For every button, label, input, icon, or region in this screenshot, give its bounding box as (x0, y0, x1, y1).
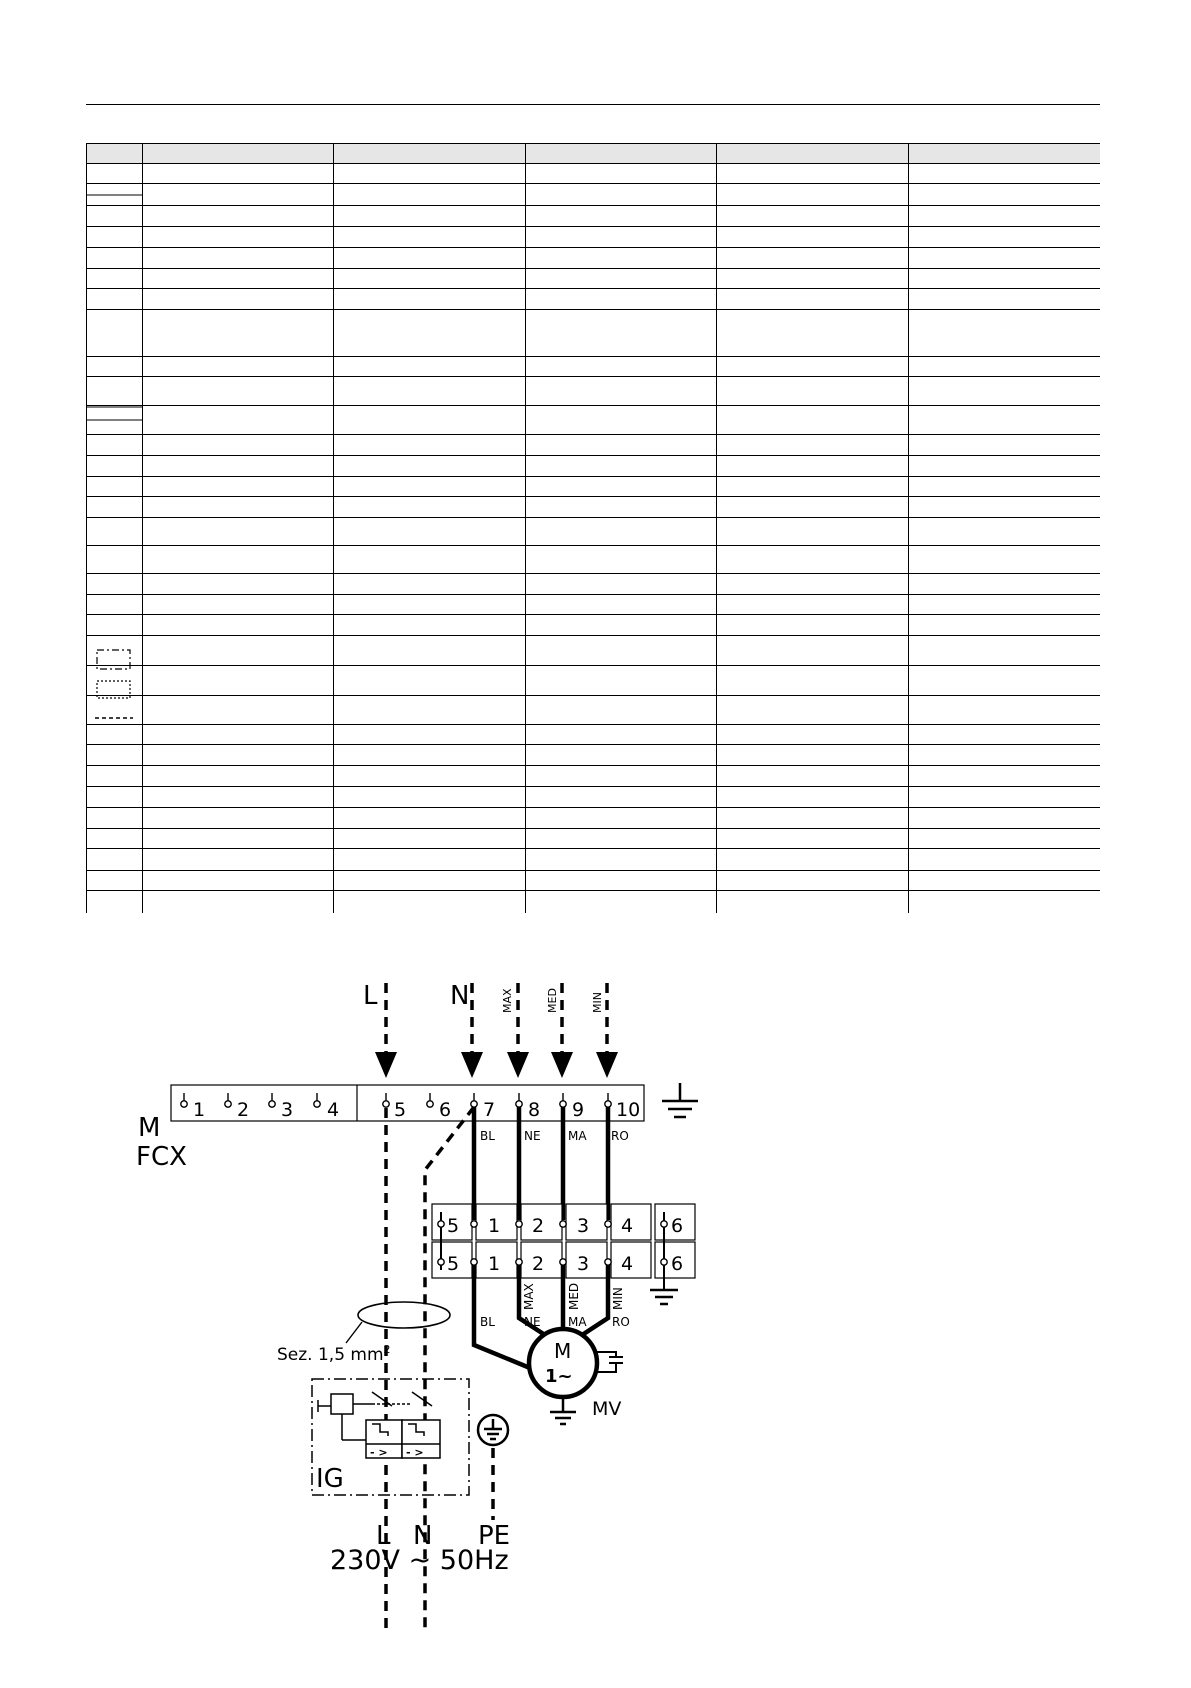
output-label-n: N (413, 1521, 433, 1551)
wiring-diagram (0, 960, 1191, 1684)
terminal-number: 6 (439, 1099, 452, 1121)
wire-code: MA (568, 1129, 587, 1143)
wire-code: NE (524, 1315, 541, 1329)
input-label-min: MIN (591, 992, 604, 1013)
connector-number: 6 (671, 1253, 684, 1275)
connector-number: 4 (621, 1253, 634, 1275)
terminal-number: 2 (237, 1099, 250, 1121)
table-header-row (86, 143, 1100, 163)
connector-number: 3 (577, 1253, 590, 1275)
connector-number: 1 (488, 1215, 501, 1237)
connector-number: 2 (532, 1253, 545, 1275)
ig-label: IG (316, 1464, 344, 1494)
cable-section-label: Sez. 1,5 $mm^2$ (277, 1343, 391, 1365)
cable-section-marker (358, 1302, 450, 1328)
connector-number: 5 (447, 1253, 460, 1275)
terminal-number: 5 (394, 1099, 407, 1121)
speed-label-med: MED (567, 1282, 581, 1310)
terminal-number: 7 (483, 1099, 496, 1121)
wire-code: RO (612, 1315, 630, 1329)
terminal-number: 4 (327, 1099, 340, 1121)
connector-number: 1 (488, 1253, 501, 1275)
ig-gt-2: - > (406, 1446, 424, 1459)
legend-table (86, 143, 1100, 913)
terminal-number: 1 (193, 1099, 206, 1121)
motor-phase: 1~ (545, 1366, 573, 1387)
speed-label-min: MIN (611, 1287, 625, 1310)
header-rule (86, 104, 1100, 105)
speed-label-max: MAX (522, 1283, 536, 1310)
input-label-max: MAX (501, 988, 514, 1013)
output-label-l: L (376, 1521, 391, 1551)
terminal-number: 9 (572, 1099, 585, 1121)
connector-number: 4 (621, 1215, 634, 1237)
motor-label: M (554, 1339, 572, 1363)
motor-name: MV (592, 1398, 622, 1420)
connector-number: 5 (447, 1215, 460, 1237)
connector-number: 6 (671, 1215, 684, 1237)
cable-section-leader (346, 1322, 362, 1343)
wire-code: NE (524, 1129, 541, 1143)
wire-code: BL (480, 1129, 495, 1143)
earth-icon (662, 1083, 698, 1117)
output-label-pe: PE (478, 1521, 511, 1551)
incoming-arrowheads (375, 1052, 618, 1078)
legend-table-grid (86, 143, 1100, 913)
motor-earth-icon (550, 1397, 576, 1424)
input-label-n: N (450, 981, 470, 1011)
connector-earth-icon (650, 1290, 678, 1304)
incoming-wires (386, 983, 607, 1052)
block-label-fcx: FCX (136, 1142, 187, 1172)
wire-code: MA (568, 1315, 587, 1329)
terminal-number: 10 (616, 1099, 641, 1121)
wiring-diagram-svg (0, 960, 1191, 1684)
input-label-med: MED (546, 988, 559, 1013)
solid-wires-upper (474, 1107, 608, 1220)
terminal-number: 3 (281, 1099, 294, 1121)
supply-rating: 230V ~ 50Hz (330, 1545, 509, 1576)
wire-code: BL (480, 1315, 495, 1329)
dash-dot-box-symbol (97, 650, 130, 669)
wire-code: RO (611, 1129, 629, 1143)
block-label-m: M (138, 1113, 161, 1143)
terminal-number: 8 (528, 1099, 541, 1121)
ig-gt-1: - > (370, 1446, 388, 1459)
input-label-l: L (363, 981, 378, 1011)
connector-number: 3 (577, 1215, 590, 1237)
connector-number: 2 (532, 1215, 545, 1237)
